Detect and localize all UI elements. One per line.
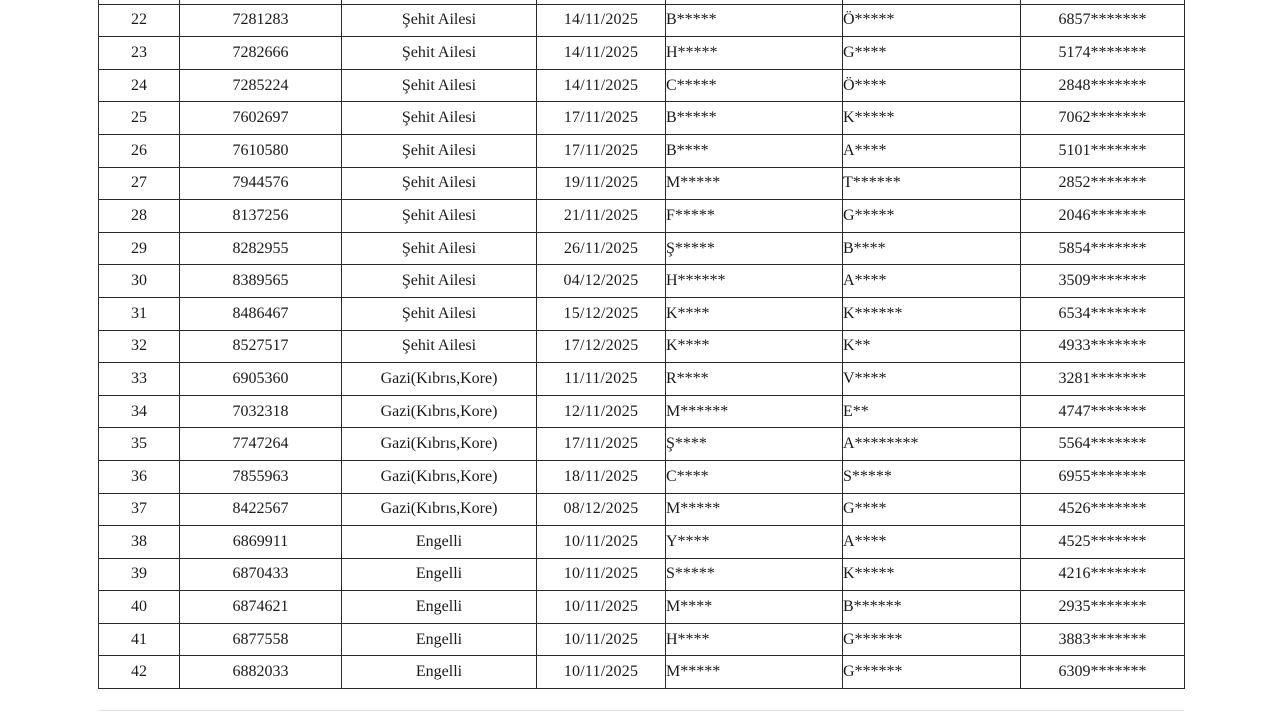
category-cell: Engelli: [342, 591, 537, 624]
table-row: [99, 232, 1185, 265]
application-number-cell: 8527517: [180, 330, 342, 363]
name-cell: C****: [666, 460, 843, 493]
surname-cell: G****: [843, 37, 1021, 70]
row-number-cell: 31: [99, 297, 180, 330]
date-cell: 10/11/2025: [537, 623, 666, 656]
table-row: [99, 395, 1185, 428]
name-cell: Ş****: [666, 428, 843, 461]
id-number-cell: 4747*******: [1021, 395, 1185, 428]
application-number-cell: 7610580: [180, 134, 342, 167]
category-cell: Şehit Ailesi: [342, 330, 537, 363]
row-number-cell: 40: [99, 591, 180, 624]
date-cell: 14/11/2025: [537, 37, 666, 70]
surname-cell: G*****: [843, 200, 1021, 233]
application-number-cell: 7855963: [180, 460, 342, 493]
category-cell: Gazi(Kıbrıs,Kore): [342, 363, 537, 396]
id-number-cell: 6955*******: [1021, 460, 1185, 493]
row-number-cell: 34: [99, 395, 180, 428]
table-row: [99, 623, 1185, 656]
name-cell: F*****: [666, 200, 843, 233]
category-cell: Şehit Ailesi: [342, 69, 537, 102]
row-number-cell: 41: [99, 623, 180, 656]
row-number-cell: 38: [99, 526, 180, 559]
name-cell: S*****: [666, 558, 843, 591]
id-number-cell: 2046*******: [1021, 200, 1185, 233]
application-number-cell: 6905360: [180, 363, 342, 396]
surname-cell: E**: [843, 395, 1021, 428]
row-number-cell: 23: [99, 37, 180, 70]
surname-cell: K**: [843, 330, 1021, 363]
name-cell: H****: [666, 623, 843, 656]
date-cell: 18/11/2025: [537, 460, 666, 493]
row-number-cell: 36: [99, 460, 180, 493]
date-cell: 10/11/2025: [537, 591, 666, 624]
table-row: [99, 363, 1185, 396]
category-cell: Engelli: [342, 623, 537, 656]
category-cell: Şehit Ailesi: [342, 200, 537, 233]
date-cell: 10/11/2025: [537, 558, 666, 591]
id-number-cell: 5564*******: [1021, 428, 1185, 461]
surname-cell: Ö****: [843, 69, 1021, 102]
application-number-cell: 8422567: [180, 493, 342, 526]
table-row: [99, 460, 1185, 493]
date-cell: 10/11/2025: [537, 526, 666, 559]
row-number-cell: 39: [99, 558, 180, 591]
date-cell: 17/11/2025: [537, 428, 666, 461]
name-cell: Ş*****: [666, 232, 843, 265]
date-cell: 10/11/2025: [537, 656, 666, 689]
id-number-cell: 3509*******: [1021, 265, 1185, 298]
name-cell: M*****: [666, 167, 843, 200]
application-number-cell: 8282955: [180, 232, 342, 265]
row-number-cell: 35: [99, 428, 180, 461]
row-number-cell: 29: [99, 232, 180, 265]
id-number-cell: 4216*******: [1021, 558, 1185, 591]
table-row: [99, 69, 1185, 102]
surname-cell: Ö*****: [843, 4, 1021, 37]
date-cell: 04/12/2025: [537, 265, 666, 298]
date-cell: 14/11/2025: [537, 69, 666, 102]
application-number-cell: 7032318: [180, 395, 342, 428]
date-cell: 19/11/2025: [537, 167, 666, 200]
surname-cell: B****: [843, 232, 1021, 265]
row-number-cell: 28: [99, 200, 180, 233]
category-cell: Şehit Ailesi: [342, 167, 537, 200]
table-row: [99, 656, 1185, 689]
date-cell: 17/11/2025: [537, 102, 666, 135]
application-number-cell: 7944576: [180, 167, 342, 200]
application-number-cell: 6869911: [180, 526, 342, 559]
application-number-cell: 7285224: [180, 69, 342, 102]
category-cell: Şehit Ailesi: [342, 4, 537, 37]
id-number-cell: 4526*******: [1021, 493, 1185, 526]
table-row: [99, 428, 1185, 461]
surname-cell: K******: [843, 297, 1021, 330]
row-number-cell: 32: [99, 330, 180, 363]
date-cell: 21/11/2025: [537, 200, 666, 233]
id-number-cell: 4933*******: [1021, 330, 1185, 363]
table-row: [99, 558, 1185, 591]
table-row: [99, 134, 1185, 167]
row-number-cell: 25: [99, 102, 180, 135]
application-number-cell: 7602697: [180, 102, 342, 135]
id-number-cell: 2935*******: [1021, 591, 1185, 624]
row-number-cell: 24: [99, 69, 180, 102]
application-number-cell: 7282666: [180, 37, 342, 70]
date-cell: 08/12/2025: [537, 493, 666, 526]
surname-cell: A****: [843, 265, 1021, 298]
category-cell: Şehit Ailesi: [342, 134, 537, 167]
category-cell: Engelli: [342, 526, 537, 559]
surname-cell: K*****: [843, 558, 1021, 591]
id-number-cell: 6309*******: [1021, 656, 1185, 689]
name-cell: Y****: [666, 526, 843, 559]
date-cell: 12/11/2025: [537, 395, 666, 428]
id-number-cell: 6534*******: [1021, 297, 1185, 330]
row-number-cell: 30: [99, 265, 180, 298]
category-cell: Gazi(Kıbrıs,Kore): [342, 460, 537, 493]
category-cell: Şehit Ailesi: [342, 232, 537, 265]
surname-cell: S*****: [843, 460, 1021, 493]
application-number-cell: 8486467: [180, 297, 342, 330]
application-number-cell: 7281283: [180, 4, 342, 37]
table-row: [99, 37, 1185, 70]
category-cell: Şehit Ailesi: [342, 297, 537, 330]
category-cell: Engelli: [342, 656, 537, 689]
name-cell: K****: [666, 297, 843, 330]
id-number-cell: 3281*******: [1021, 363, 1185, 396]
application-number-cell: 6877558: [180, 623, 342, 656]
table-row: [99, 102, 1185, 135]
application-number-cell: 8137256: [180, 200, 342, 233]
surname-cell: K*****: [843, 102, 1021, 135]
table-row: [99, 297, 1185, 330]
application-number-cell: 8389565: [180, 265, 342, 298]
id-number-cell: 7062*******: [1021, 102, 1185, 135]
name-cell: H******: [666, 265, 843, 298]
table-row: [99, 265, 1185, 298]
table-row: [99, 330, 1185, 363]
id-number-cell: 5854*******: [1021, 232, 1185, 265]
surname-cell: A****: [843, 526, 1021, 559]
table-row: [99, 526, 1185, 559]
name-cell: M******: [666, 395, 843, 428]
name-cell: M*****: [666, 656, 843, 689]
surname-cell: B******: [843, 591, 1021, 624]
name-cell: M*****: [666, 493, 843, 526]
application-number-cell: 7747264: [180, 428, 342, 461]
id-number-cell: 2852*******: [1021, 167, 1185, 200]
name-cell: B*****: [666, 102, 843, 135]
category-cell: Şehit Ailesi: [342, 37, 537, 70]
row-number-cell: 22: [99, 4, 180, 37]
row-number-cell: 26: [99, 134, 180, 167]
surname-cell: V****: [843, 363, 1021, 396]
table-row: [99, 4, 1185, 37]
surname-cell: G******: [843, 623, 1021, 656]
application-number-cell: 6874621: [180, 591, 342, 624]
id-number-cell: 3883*******: [1021, 623, 1185, 656]
name-cell: R****: [666, 363, 843, 396]
row-number-cell: 42: [99, 656, 180, 689]
category-cell: Engelli: [342, 558, 537, 591]
table-row: [99, 591, 1185, 624]
name-cell: H*****: [666, 37, 843, 70]
date-cell: 11/11/2025: [537, 363, 666, 396]
surname-cell: G******: [843, 656, 1021, 689]
name-cell: K****: [666, 330, 843, 363]
category-cell: Şehit Ailesi: [342, 102, 537, 135]
name-cell: C*****: [666, 69, 843, 102]
table-row: [99, 200, 1185, 233]
page-divider: [98, 710, 1184, 711]
id-number-cell: 6857*******: [1021, 4, 1185, 37]
date-cell: 17/12/2025: [537, 330, 666, 363]
surname-cell: A****: [843, 134, 1021, 167]
table-row: [99, 167, 1185, 200]
id-number-cell: 5101*******: [1021, 134, 1185, 167]
application-number-cell: 6882033: [180, 656, 342, 689]
surname-cell: T******: [843, 167, 1021, 200]
records-table: [98, 0, 1185, 689]
date-cell: 26/11/2025: [537, 232, 666, 265]
date-cell: 17/11/2025: [537, 134, 666, 167]
name-cell: M****: [666, 591, 843, 624]
table-body: [99, 0, 1185, 689]
row-number-cell: 37: [99, 493, 180, 526]
table-row: [99, 493, 1185, 526]
id-number-cell: 4525*******: [1021, 526, 1185, 559]
id-number-cell: 2848*******: [1021, 69, 1185, 102]
category-cell: Gazi(Kıbrıs,Kore): [342, 428, 537, 461]
application-number-cell: 6870433: [180, 558, 342, 591]
row-number-cell: 27: [99, 167, 180, 200]
date-cell: 15/12/2025: [537, 297, 666, 330]
category-cell: Gazi(Kıbrıs,Kore): [342, 493, 537, 526]
name-cell: B*****: [666, 4, 843, 37]
date-cell: 14/11/2025: [537, 4, 666, 37]
id-number-cell: 5174*******: [1021, 37, 1185, 70]
surname-cell: G****: [843, 493, 1021, 526]
surname-cell: A********: [843, 428, 1021, 461]
category-cell: Şehit Ailesi: [342, 265, 537, 298]
row-number-cell: 33: [99, 363, 180, 396]
name-cell: B****: [666, 134, 843, 167]
category-cell: Gazi(Kıbrıs,Kore): [342, 395, 537, 428]
